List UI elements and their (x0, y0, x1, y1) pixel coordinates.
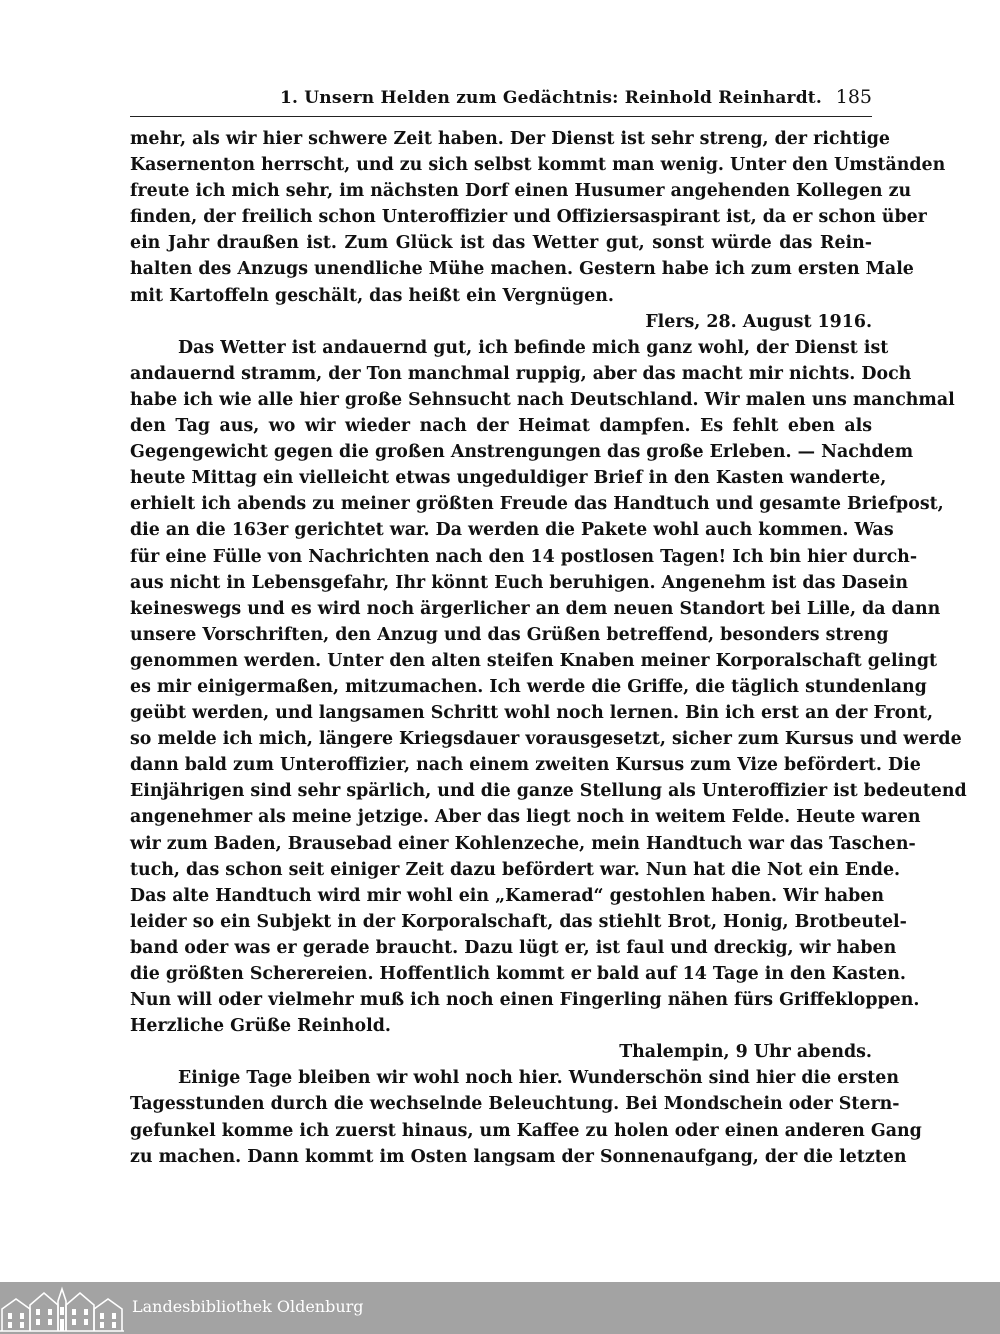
header-title: 1. Unsern Helden zum Gedächtnis: Reinhold Reinhardt. (280, 88, 822, 108)
text-line: erhielt ich abends zu meiner größten Freude das Handtuch und gesamte Briefpost, (130, 494, 944, 515)
text-line: finden, der freilich schon Unteroffizier und Offiziersaspirant ist, da er schon über (130, 207, 927, 228)
page-number: 185 (835, 86, 872, 108)
text-line: halten des Anzugs unendliche Mühe machen. Gestern habe ich zum ersten Male (130, 259, 914, 280)
text-line: Einige Tage bleiben wir wohl noch hier. Wunderschön sind hier die ersten (178, 1068, 900, 1089)
text-line: andauernd stramm, der Ton manchmal ruppig, aber das macht mir nichts. Doch (130, 363, 912, 384)
text-line: aus nicht in Lebensgefahr, Ihr könnt Euch beruhigen. Angenehm ist das Dasein (130, 572, 909, 593)
text-line: leider so ein Subjekt in der Korporalschaft, das stiehlt Brot, Honig, Brotbeutel- (130, 911, 907, 932)
text-line: mit Kartoffeln geschält, das heißt ein Vergnügen. (130, 285, 614, 306)
text-line: gefunkel komme ich zuerst hinaus, um Kaffee zu holen oder einen anderen Gang (130, 1120, 922, 1141)
text-line: ein Jahr draußen ist. Zum Glück ist das Wetter gut, sonst würde das Rein- (130, 233, 872, 254)
text-line: geübt werden, und langsamen Schritt wohl noch lernen. Bin ich erst an der Front, (130, 703, 934, 724)
text-line: band oder was er gerade braucht. Dazu lügt er, ist faul und dreckig, wir haben (130, 937, 897, 958)
running-header (130, 86, 872, 117)
text-line: die größten Scherereien. Hoffentlich kommt er bald auf 14 Tage in den Kasten. (130, 964, 906, 984)
text-line: angenehmer als meine jetzige. Aber das liegt noch in weitem Felde. Heute waren (130, 807, 921, 828)
text-line: genommen werden. Unter den alten steifen Knaben meiner Korporalschaft gelingt (130, 650, 938, 671)
text-line: zu machen. Dann kommt im Osten langsam der Sonnenaufgang, der die letzten (130, 1146, 907, 1167)
text-line: mehr, als wir hier schwere Zeit haben. Der Dienst ist sehr streng, der richtige (130, 129, 890, 149)
dateline: Flers, 28. August 1916. (645, 311, 872, 332)
text-line: wir zum Baden, Brausebad einer Kohlenzeche, mein Handtuch war das Taschen- (130, 833, 916, 854)
text-line: Herzliche Grüße Reinhold. (130, 1016, 391, 1037)
footer-bar (0, 1282, 1000, 1334)
text-line: den Tag aus, wo wir wieder nach der Heimat dampfen. Es fehlt eben als (130, 416, 872, 437)
text-line: unsere Vorschriften, den Anzug und das Grüßen betreffend, besonders streng (130, 624, 889, 645)
text-line: Das Wetter ist andauernd gut, ich befinde mich ganz wohl, der Dienst ist (178, 337, 889, 358)
text-line: Gegengewicht gegen die großen Anstrengungen das große Erleben. — Nachdem (130, 442, 914, 463)
text-line: tuch, das schon seit einiger Zeit dazu befördert war. Nun hat die Not ein Ende. (130, 859, 901, 880)
text-line: habe ich wie alle hier große Sehnsucht nach Deutschland. Wir malen uns manchmal (130, 389, 955, 410)
text-line: dann bald zum Unteroffizier, nach einem zweiten Kursus zum Vize befördert. Die (130, 755, 921, 776)
library-name: Landesbibliothek Oldenburg (132, 1297, 364, 1316)
text-line: freute ich mich sehr, im nächsten Dorf einen Husumer angehenden Kollegen zu (130, 181, 912, 202)
text-line: Kasernenton herrscht, und zu sich selbst kommt man wenig. Unter den Umständen (130, 155, 946, 176)
text-line: Tagesstunden durch die wechselnde Beleuchtung. Bei Mondschein oder Stern- (130, 1094, 900, 1115)
text-line: Nun will oder vielmehr muß ich noch einen Fingerling nähen fürs Griffekloppen. (130, 990, 920, 1011)
text-line: für eine Fülle von Nachrichten nach den 14 postlosen Tagen! Ich bin hier durch- (130, 546, 918, 567)
text-line: Einjährigen sind sehr spärlich, und die ganze Stellung als Unteroffizier ist bedeutend (130, 781, 967, 802)
text-line: es mir einigermaßen, mitzumachen. Ich werde die Griffe, die täglich stundenlang (130, 676, 927, 697)
text-line: so melde ich mich, längere Kriegsdauer vorausgesetzt, sicher zum Kursus und werde (130, 729, 962, 750)
text-line: keineswegs und es wird noch ärgerlicher an dem neuen Standort bei Lille, da dann (130, 598, 941, 619)
text-line: Das alte Handtuch wird mir wohl ein „Kamerad“ gestohlen haben. Wir haben (130, 885, 884, 906)
body-text (130, 126, 967, 1170)
text-line: heute Mittag ein vielleicht etwas ungeduldiger Brief in den Kasten wanderte, (130, 468, 887, 489)
library-building-icon (0, 1285, 124, 1333)
text-line: die an die 163er gerichtet war. Da werden die Pakete wohl auch kommen. Was (130, 520, 894, 541)
dateline: Thalempin, 9 Uhr abends. (619, 1042, 872, 1063)
